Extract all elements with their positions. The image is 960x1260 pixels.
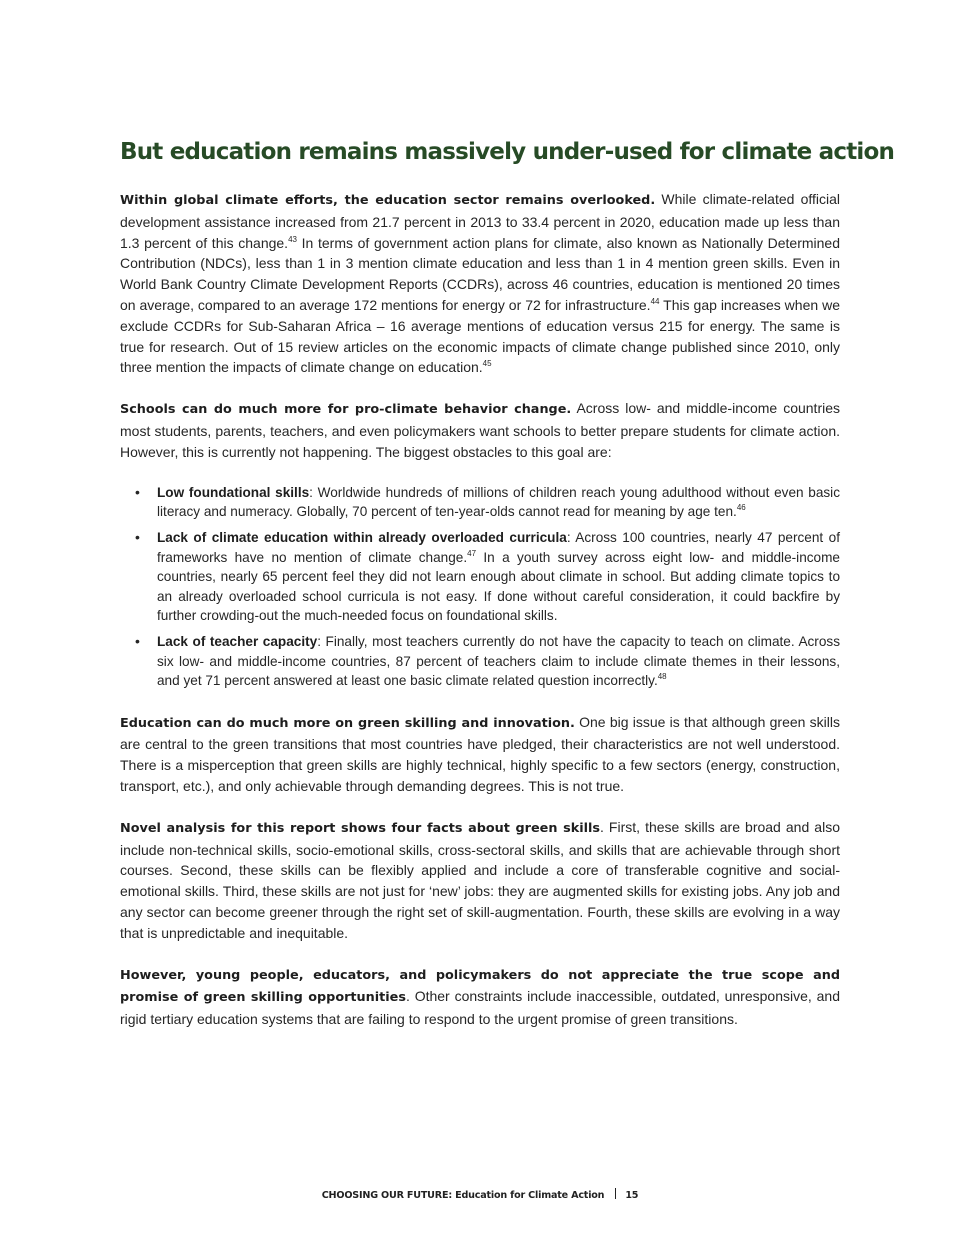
list-item-lead: Low foundational skills — [157, 484, 310, 500]
paragraph-schools — [120, 398, 840, 462]
paragraph-four-facts — [120, 817, 840, 944]
paragraph-lead: Education can do much more on green skilling and innovation. — [120, 715, 575, 731]
list-item-text: In a youth survey across eight low- and middle-income countries, nearly 65 percent feel they did not learn enough about climate in school. But adding climate topics to an already overloaded school curricula is not easy. If done without careful consideration, it could backfire by further crowding-out the much-needed focus on foundational skills. — [157, 549, 840, 623]
list-item-text: : Finally, most teachers currently do not have the capacity to teach on climate. Across six low- and middle-income countries, 87 percent of teachers claim to include climate themes in their lessons, and yet 71 percent answered at least one basic climate related question incorrectly. — [157, 634, 840, 689]
obstacles-list — [120, 483, 840, 691]
bullet-marker: • — [135, 529, 140, 546]
footnote-ref[interactable]: 44 — [650, 296, 660, 306]
paragraph-text: This gap increases when we exclude CCDRs for Sub-Saharan Africa – 16 average mentions of education versus 215 for energy. The same is true for research. Out of 15 review articles on the economic impacts of climate change published since 2010, only three mention the impacts of climate change on education. — [120, 296, 840, 376]
footer-title: CHOOSING OUR FUTURE: Education for Climate Action — [321, 1190, 605, 1201]
list-item-lead: Lack of climate education within already overloaded curricula — [157, 530, 567, 546]
footnote-ref[interactable]: 43 — [288, 234, 297, 244]
footnote-ref[interactable]: 46 — [736, 502, 746, 512]
footnote-ref[interactable]: 45 — [482, 359, 492, 369]
list-item — [120, 483, 840, 522]
paragraph-text: One big issue is that although green skills are central to the green transitions that most countries have pledged, their characteristics are not well understood. There is a misperception that green skills are highly technical, highly specific to a few sectors (energy, construction, transport, etc.), and only achievable through demanding degrees. This is not true. — [120, 713, 841, 795]
bullet-marker: • — [135, 633, 140, 650]
paragraph-constraints — [120, 964, 840, 1030]
list-item — [120, 632, 840, 690]
paragraph-text: Across low- and middle-income countries most students, parents, teachers, and even policymakers want schools to better prepare students for climate action. However, this is currently not happening. The biggest obstacles to this goal are: — [120, 400, 840, 460]
paragraph-green-skilling — [120, 712, 840, 797]
bullet-marker: • — [135, 483, 140, 500]
paragraph-overlooked — [120, 189, 840, 378]
list-item-text: : Worldwide hundreds of millions of children reach young adulthood without even basic literacy and numeracy. Globally, 70 percent of ten-year-olds cannot read for meaning by age ten. — [157, 484, 841, 519]
footnote-ref[interactable]: 48 — [657, 672, 667, 682]
list-item-lead: Lack of teacher capacity — [157, 634, 318, 650]
paragraph-text: . First, these skills are broad and also include non-technical skills, socio-emotional skills, cross-sectoral skills, and skills that are achievable through short courses. Second, these skills can be flexibly applied and include a core of transferable cognitive and social-emotional skills. Third, these skills are not just for ‘new’ jobs: they are augmented skills for existing jobs. Any job and any sector can become greener through the right set of skill-augmentation. Fourth, these skills are evolving in a way that is unpredictable and inequitable. — [120, 818, 840, 941]
page-body — [120, 136, 895, 1050]
page-number: 15 — [625, 1190, 639, 1201]
paragraph-lead: Schools can do much more for pro-climate behavior change. — [120, 402, 572, 418]
paragraph-lead: However, young people, educators, and policymakers do not appreciate the true scope and promise of green skilling opportunities — [120, 967, 840, 1006]
paragraph-lead: Within global climate efforts, the education sector remains overlooked. — [120, 193, 656, 208]
list-item-text: : Across 100 countries, nearly 47 percent of frameworks have no mention of climate change. — [157, 530, 840, 565]
paragraph-lead: Novel analysis for this report shows four facts about green skills — [120, 820, 600, 836]
footnote-ref[interactable]: 47 — [467, 548, 477, 558]
paragraph-text: While climate-related official development assistance increased from 21.7 percent in 2013 to 33.4 percent in 2020, education made up less than 1.3 percent of this change. — [120, 191, 841, 251]
paragraph-text: In terms of government action plans for climate, also known as Nationally Determined Contribution (NDCs), less than 1 in 3 mention climate education and less than 1 in 4 mention green skills. Even in World Bank Country Climate Development Reports (CCDRs), across 46 countries, education is mentioned 20 times on average, compared to an average 172 mentions for energy or 72 for infrastructure. — [120, 234, 840, 313]
page-footer — [0, 1188, 960, 1201]
list-item — [120, 528, 840, 625]
footer-divider — [615, 1188, 616, 1199]
paragraph-text: . Other constraints include inaccessible, outdated, unresponsive, and rigid tertiary education systems that are failing to respond to the urgent promise of green transitions. — [120, 988, 840, 1028]
page-title: But education remains massively under-used for climate action — [120, 139, 895, 165]
